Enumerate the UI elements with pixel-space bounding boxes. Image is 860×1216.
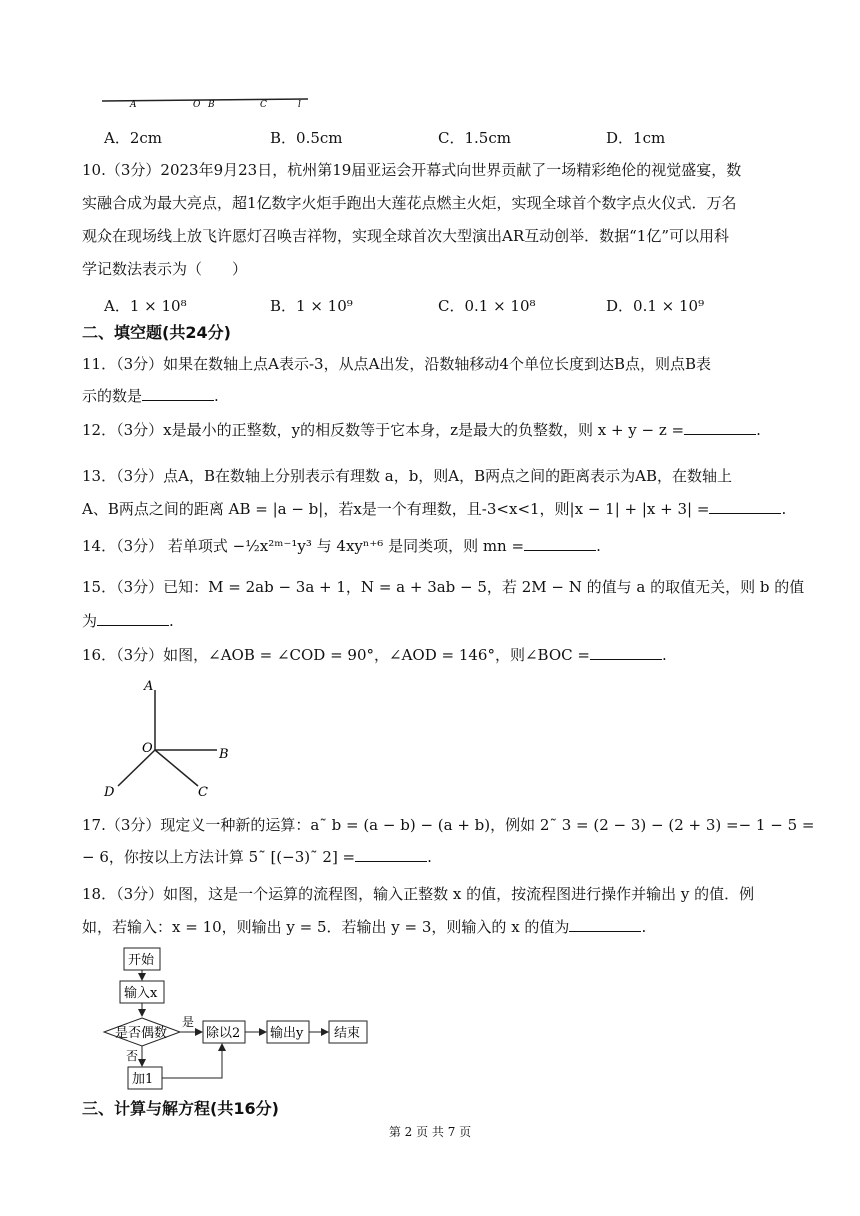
q10-option-b: B．1 × 10⁹ (270, 297, 353, 315)
q11-line-2: 示的数是 . (82, 387, 219, 405)
q18-line-1: 18．（3分）如图，这是一个运算的流程图，输入正整数 x 的值，按流程图进行操作并输出 y 的值．例 (82, 885, 755, 903)
q10-line-3: 观众在现场线上放飞许愿灯召唤吉祥物，实现全球首次大型演出AR互动创举．数据“1亿”可以用科 (82, 227, 730, 245)
angle-label-d: D (104, 785, 115, 800)
flow-add: 加1 (132, 1072, 154, 1087)
section-3-heading: 三、计算与解方程(共16分) (82, 1099, 279, 1118)
numberline-label-c: C (260, 100, 267, 110)
flow-divide: 除以2 (206, 1026, 241, 1041)
q13-line-1: 13．（3分）点A，B在数轴上分别表示有理数 a，b，则A，B两点之间的距离表示为AB，在数轴上 (82, 467, 733, 485)
numberline-label-b: B (208, 100, 215, 110)
flow-start: 开始 (128, 953, 155, 968)
answer-blank[interactable] (524, 536, 596, 551)
flow-output: 输出y (270, 1026, 304, 1041)
q10-option-a: A．1 × 10⁸ (104, 297, 187, 315)
q12-line: 12．（3分）x是最小的正整数，y的相反数等于它本身，z是最大的负整数，则 x + y − z = . (82, 421, 761, 439)
q17-line-2: − 6，你按以上方法计算 5˜ [(−3)˜ 2] = . (82, 848, 432, 866)
flow-yes: 是 (182, 1015, 195, 1029)
flow-end: 结束 (334, 1026, 361, 1041)
angle-diagram (100, 672, 250, 802)
angle-label-o: O (142, 741, 153, 756)
flow-decision: 是否偶数 (115, 1026, 168, 1041)
q15-line-2: 为 . (82, 612, 174, 630)
answer-blank[interactable] (684, 420, 756, 435)
q10-option-c: C．0.1 × 10⁸ (438, 297, 536, 315)
q10-line-2: 实融合成为最大亮点，超1亿数字火炬手跑出大莲花点燃主火炬，实现全球首个数字点火仪式．万名 (82, 194, 737, 212)
q9-option-b: B．0.5cm (270, 129, 343, 147)
q9-option-d: D．1cm (606, 129, 666, 147)
angle-label-a: A (144, 679, 154, 694)
q16-line: 16．（3分）如图，∠AOB = ∠COD = 90°，∠AOD = 146°，则∠BOC = . (82, 646, 667, 664)
answer-blank[interactable] (569, 917, 641, 932)
angle-label-c: C (198, 785, 208, 800)
numberline-label-o: O (193, 100, 201, 110)
q9-option-c: C．1.5cm (438, 129, 511, 147)
flowchart (98, 944, 378, 1092)
answer-blank[interactable] (590, 645, 662, 660)
answer-blank[interactable] (355, 847, 427, 862)
q14-line: 14．（3分） 若单项式 −½x²ᵐ⁻¹y³ 与 4xyⁿ⁺⁶ 是同类项，则 mn = . (82, 537, 601, 555)
angle-label-b: B (219, 747, 229, 762)
q10-option-d: D．0.1 × 10⁹ (606, 297, 705, 315)
q11-line-1: 11．（3分）如果在数轴上点A表示-3，从点A出发，沿数轴移动4个单位长度到达B点，则点B表 (82, 355, 712, 373)
page-footer: 第 2 页 共 7 页 (388, 1125, 472, 1139)
answer-blank[interactable] (97, 611, 169, 626)
flow-input: 输入x (124, 986, 158, 1001)
q9-option-a: A．2cm (104, 129, 163, 147)
q15-line-1: 15．（3分）已知：M = 2ab − 3a + 1，N = a + 3ab − 5，若 2M − N 的值与 a 的取值无关，则 b 的值 (82, 578, 805, 596)
q13-line-2: A、B两点之间的距离 AB = |a − b|，若x是一个有理数，且-3<x<1，则|x − 1| + |x + 3| = . (82, 500, 787, 518)
numberline-label-a: A (130, 100, 137, 110)
q17-line-1: 17.（3分）现定义一种新的运算：a˜ b = (a − b) − (a + b)，例如 2˜ 3 = (2 − 3) − (2 + 3) =− 1 − 5 = (82, 816, 815, 834)
q18-line-2: 如，若输入：x = 10，则输出 y = 5．若输出 y = 3，则输入的 x 的值为 . (82, 918, 647, 936)
q10-line-4: 学记数法表示为（ ） (82, 260, 248, 278)
answer-blank[interactable] (709, 499, 781, 514)
answer-blank[interactable] (142, 386, 214, 401)
number-line-figure (100, 90, 320, 110)
section-2-heading: 二、填空题(共24分) (82, 323, 231, 342)
numberline-label-l: l (298, 100, 301, 110)
flow-no: 否 (126, 1049, 139, 1063)
q10-line-1: 10.（3分）2023年9月23日，杭州第19届亚运会开幕式向世界贡献了一场精彩绝伦的视觉盛宴，数 (82, 161, 742, 179)
